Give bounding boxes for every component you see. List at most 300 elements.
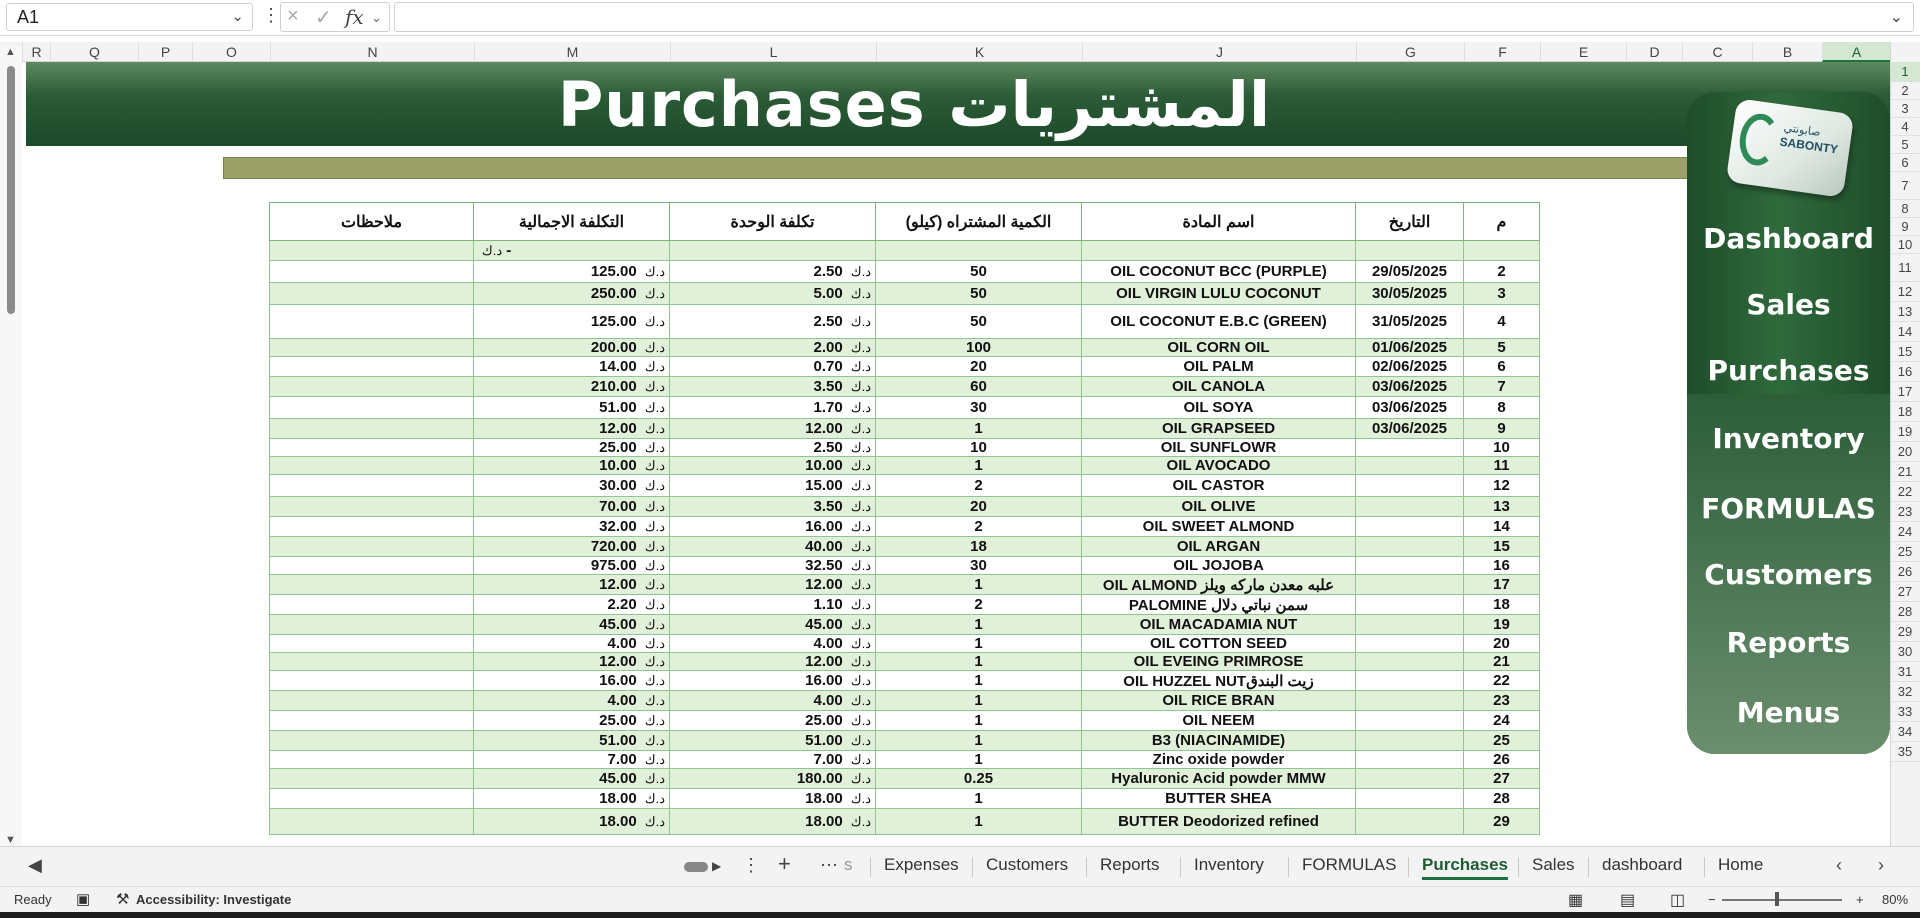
menu-purchases[interactable]: Purchases bbox=[1707, 354, 1870, 387]
qty-cell[interactable]: 2 bbox=[876, 517, 1082, 537]
notes-cell[interactable] bbox=[270, 475, 474, 497]
row-header[interactable]: 18 bbox=[1890, 402, 1920, 422]
menu-reports[interactable]: Reports bbox=[1726, 626, 1851, 659]
total-cell[interactable] bbox=[474, 711, 670, 731]
total-cell[interactable] bbox=[474, 517, 670, 537]
date-cell[interactable] bbox=[1356, 769, 1464, 789]
notes-cell[interactable] bbox=[270, 615, 474, 635]
qty-cell[interactable]: 20 bbox=[876, 497, 1082, 517]
row-header[interactable]: 31 bbox=[1890, 662, 1920, 682]
total-cell[interactable] bbox=[474, 261, 670, 283]
chevron-down-icon[interactable]: ⌄ bbox=[231, 8, 244, 25]
notes-cell[interactable] bbox=[270, 769, 474, 789]
row-header[interactable]: 4 bbox=[1890, 118, 1920, 136]
notes-cell[interactable] bbox=[270, 635, 474, 653]
notes-cell[interactable] bbox=[270, 439, 474, 457]
more-sheets-icon[interactable]: ⋮ bbox=[742, 855, 760, 875]
qty-cell[interactable]: 60 bbox=[876, 377, 1082, 397]
total-cell[interactable] bbox=[474, 653, 670, 671]
row-header[interactable]: 26 bbox=[1890, 562, 1920, 582]
total-cell[interactable] bbox=[474, 305, 670, 339]
material-cell[interactable]: B3 (NIACINAMIDE) bbox=[1082, 731, 1356, 751]
date-cell[interactable] bbox=[1356, 671, 1464, 691]
date-cell[interactable] bbox=[1356, 575, 1464, 595]
zoom-level[interactable]: 80% bbox=[1882, 892, 1909, 907]
index-cell[interactable]: 14 bbox=[1464, 517, 1540, 537]
tab-home[interactable]: Home bbox=[1718, 855, 1764, 874]
notes-cell[interactable] bbox=[270, 457, 474, 475]
row-header[interactable]: 25 bbox=[1890, 542, 1920, 562]
row-header-active[interactable]: 1 bbox=[1890, 62, 1920, 82]
material-cell[interactable]: OIL OLIVE bbox=[1082, 497, 1356, 517]
date-cell[interactable] bbox=[1356, 789, 1464, 809]
unit-cell[interactable] bbox=[670, 457, 876, 475]
qty-cell[interactable]: 1 bbox=[876, 731, 1082, 751]
qty-cell[interactable]: 30 bbox=[876, 397, 1082, 419]
row-header[interactable]: 15 bbox=[1890, 342, 1920, 362]
notes-cell[interactable] bbox=[270, 691, 474, 711]
column-header[interactable]: O bbox=[192, 42, 270, 62]
material-cell[interactable]: OIL SOYA bbox=[1082, 397, 1356, 419]
column-header-active[interactable]: A bbox=[1822, 42, 1890, 62]
material-cell[interactable]: Zinc oxide powder bbox=[1082, 751, 1356, 769]
notes-cell[interactable] bbox=[270, 357, 474, 377]
chevron-down-icon[interactable]: ⌄ bbox=[371, 10, 382, 25]
tab-customers[interactable]: Customers bbox=[986, 855, 1069, 874]
notes-cell[interactable] bbox=[270, 557, 474, 575]
material-cell[interactable]: OIL ARGAN bbox=[1082, 537, 1356, 557]
unit-cell[interactable] bbox=[670, 751, 876, 769]
material-cell[interactable]: OIL VIRGIN LULU COCONUT bbox=[1082, 283, 1356, 305]
index-cell[interactable]: 6 bbox=[1464, 357, 1540, 377]
notes-cell[interactable] bbox=[270, 671, 474, 691]
scroll-right-small-icon[interactable]: ▶ bbox=[712, 859, 722, 873]
row-header[interactable]: 14 bbox=[1890, 322, 1920, 342]
column-header[interactable]: D bbox=[1626, 42, 1682, 62]
row-header[interactable]: 34 bbox=[1890, 722, 1920, 742]
row-header[interactable]: 12 bbox=[1890, 282, 1920, 302]
unit-cell[interactable] bbox=[670, 711, 876, 731]
zoom-out-icon[interactable]: − bbox=[1708, 892, 1716, 907]
qty-cell[interactable]: 10 bbox=[876, 439, 1082, 457]
notes-cell[interactable] bbox=[270, 751, 474, 769]
notes-cell[interactable] bbox=[270, 397, 474, 419]
material-cell[interactable] bbox=[1082, 241, 1356, 261]
menu-sales[interactable]: Sales bbox=[1746, 288, 1831, 321]
unit-cell[interactable] bbox=[670, 419, 876, 439]
row-header[interactable]: 6 bbox=[1890, 154, 1920, 172]
material-cell[interactable]: OIL ALMOND علبه معدن ماركه ويلز bbox=[1082, 575, 1356, 595]
notes-cell[interactable] bbox=[270, 377, 474, 397]
material-cell[interactable]: OIL CASTOR bbox=[1082, 475, 1356, 497]
qty-cell[interactable]: 1 bbox=[876, 809, 1082, 835]
column-header[interactable]: R bbox=[22, 42, 50, 62]
row-header[interactable]: 17 bbox=[1890, 382, 1920, 402]
total-cell[interactable] bbox=[474, 751, 670, 769]
unit-cell[interactable] bbox=[670, 497, 876, 517]
material-cell[interactable]: Hyaluronic Acid powder MMW bbox=[1082, 769, 1356, 789]
total-cell[interactable] bbox=[474, 357, 670, 377]
sheet-list-icon[interactable]: ⋯ bbox=[820, 855, 838, 875]
tab-dashboard[interactable]: dashboard bbox=[1602, 855, 1683, 874]
date-cell[interactable] bbox=[1356, 439, 1464, 457]
date-cell[interactable] bbox=[1356, 475, 1464, 497]
row-header[interactable]: 7 bbox=[1890, 172, 1920, 200]
column-header[interactable]: L bbox=[670, 42, 876, 62]
total-cell[interactable] bbox=[474, 537, 670, 557]
qty-cell[interactable]: 100 bbox=[876, 339, 1082, 357]
notes-cell[interactable] bbox=[270, 595, 474, 615]
row-header[interactable]: 27 bbox=[1890, 582, 1920, 602]
macro-recording-icon[interactable]: ▣ bbox=[76, 891, 91, 908]
total-cell[interactable] bbox=[474, 731, 670, 751]
qty-cell[interactable]: 1 bbox=[876, 635, 1082, 653]
date-cell[interactable] bbox=[1356, 517, 1464, 537]
total-cell[interactable] bbox=[474, 439, 670, 457]
date-cell[interactable] bbox=[1356, 595, 1464, 615]
notes-cell[interactable] bbox=[270, 517, 474, 537]
notes-cell[interactable] bbox=[270, 497, 474, 517]
column-header[interactable]: K bbox=[876, 42, 1082, 62]
row-header[interactable]: 33 bbox=[1890, 702, 1920, 722]
index-cell[interactable]: 4 bbox=[1464, 305, 1540, 339]
material-cell[interactable]: OIL NEEM bbox=[1082, 711, 1356, 731]
date-cell[interactable]: 03/06/2025 bbox=[1356, 419, 1464, 439]
index-cell[interactable]: 2 bbox=[1464, 261, 1540, 283]
more-options-icon[interactable]: ⋮ bbox=[262, 5, 280, 25]
unit-cell[interactable] bbox=[670, 557, 876, 575]
material-cell[interactable]: OIL HUZZEL NUTزيت البندق bbox=[1082, 671, 1356, 691]
menu-menus[interactable]: Menus bbox=[1736, 696, 1841, 729]
unit-cell[interactable] bbox=[670, 809, 876, 835]
material-cell[interactable]: OIL EVEING PRIMROSE bbox=[1082, 653, 1356, 671]
index-cell[interactable]: 24 bbox=[1464, 711, 1540, 731]
row-header[interactable]: 35 bbox=[1890, 742, 1920, 762]
row-header[interactable]: 13 bbox=[1890, 302, 1920, 322]
unit-cell[interactable] bbox=[670, 769, 876, 789]
unit-cell[interactable] bbox=[670, 691, 876, 711]
qty-cell[interactable]: 1 bbox=[876, 457, 1082, 475]
material-cell[interactable]: PALOMINE سمن نباتي دلال bbox=[1082, 595, 1356, 615]
index-cell[interactable]: 16 bbox=[1464, 557, 1540, 575]
index-cell[interactable]: 11 bbox=[1464, 457, 1540, 475]
menu-dashboard[interactable]: Dashboard bbox=[1703, 222, 1874, 255]
tab-reports[interactable]: Reports bbox=[1100, 855, 1160, 874]
column-header[interactable]: N bbox=[270, 42, 474, 62]
zoom-in-icon[interactable]: + bbox=[1856, 892, 1864, 907]
row-header[interactable]: 9 bbox=[1890, 218, 1920, 236]
unit-cell[interactable] bbox=[670, 439, 876, 457]
index-cell[interactable]: 26 bbox=[1464, 751, 1540, 769]
tab-sales[interactable]: Sales bbox=[1532, 855, 1575, 874]
total-cell[interactable] bbox=[474, 377, 670, 397]
notes-cell[interactable] bbox=[270, 731, 474, 751]
notes-cell[interactable] bbox=[270, 241, 474, 261]
row-header[interactable]: 22 bbox=[1890, 482, 1920, 502]
unit-cell[interactable] bbox=[670, 397, 876, 419]
qty-cell[interactable]: 2 bbox=[876, 475, 1082, 497]
date-cell[interactable] bbox=[1356, 241, 1464, 261]
date-cell[interactable] bbox=[1356, 557, 1464, 575]
tab-fragment[interactable]: s bbox=[844, 855, 853, 874]
material-cell[interactable]: OIL CANOLA bbox=[1082, 377, 1356, 397]
total-cell[interactable] bbox=[474, 615, 670, 635]
unit-cell[interactable] bbox=[670, 241, 876, 261]
unit-cell[interactable] bbox=[670, 517, 876, 537]
index-cell[interactable]: 10 bbox=[1464, 439, 1540, 457]
unit-cell[interactable] bbox=[670, 537, 876, 557]
total-cell[interactable] bbox=[474, 419, 670, 439]
accessibility-status[interactable]: Accessibility: Investigate bbox=[136, 892, 292, 907]
row-header[interactable]: 21 bbox=[1890, 462, 1920, 482]
row-header[interactable]: 16 bbox=[1890, 362, 1920, 382]
notes-cell[interactable] bbox=[270, 261, 474, 283]
add-sheet-icon[interactable]: + bbox=[778, 851, 791, 876]
row-header[interactable]: 28 bbox=[1890, 602, 1920, 622]
date-cell[interactable] bbox=[1356, 635, 1464, 653]
qty-cell[interactable]: 0.25 bbox=[876, 769, 1082, 789]
row-header[interactable]: 2 bbox=[1890, 82, 1920, 100]
menu-inventory[interactable]: Inventory bbox=[1712, 422, 1865, 455]
menu-customers[interactable]: Customers bbox=[1704, 558, 1873, 591]
unit-cell[interactable] bbox=[670, 653, 876, 671]
qty-cell[interactable]: 1 bbox=[876, 653, 1082, 671]
date-cell[interactable]: 03/06/2025 bbox=[1356, 377, 1464, 397]
qty-cell[interactable]: 1 bbox=[876, 575, 1082, 595]
index-cell[interactable]: 8 bbox=[1464, 397, 1540, 419]
material-cell[interactable]: OIL COTTON SEED bbox=[1082, 635, 1356, 653]
material-cell[interactable]: OIL COCONUT BCC (PURPLE) bbox=[1082, 261, 1356, 283]
column-header[interactable]: E bbox=[1540, 42, 1626, 62]
row-header[interactable]: 29 bbox=[1890, 622, 1920, 642]
qty-cell[interactable]: 1 bbox=[876, 615, 1082, 635]
column-header[interactable]: F bbox=[1464, 42, 1540, 62]
index-cell[interactable]: 21 bbox=[1464, 653, 1540, 671]
scroll-down-icon[interactable]: ▼ bbox=[5, 834, 16, 846]
row-header[interactable]: 24 bbox=[1890, 522, 1920, 542]
total-cell[interactable] bbox=[474, 671, 670, 691]
index-cell[interactable]: 13 bbox=[1464, 497, 1540, 517]
row-header[interactable]: 30 bbox=[1890, 642, 1920, 662]
column-header[interactable]: M bbox=[474, 42, 670, 62]
zoom-slider-knob[interactable] bbox=[1775, 892, 1779, 906]
row-header[interactable]: 20 bbox=[1890, 442, 1920, 462]
next-sheet-icon[interactable]: › bbox=[1878, 855, 1884, 875]
index-cell[interactable]: 7 bbox=[1464, 377, 1540, 397]
date-cell[interactable] bbox=[1356, 497, 1464, 517]
index-cell[interactable]: 3 bbox=[1464, 283, 1540, 305]
material-cell[interactable]: OIL RICE BRAN bbox=[1082, 691, 1356, 711]
formula-input[interactable] bbox=[394, 2, 1914, 32]
qty-cell[interactable]: 50 bbox=[876, 305, 1082, 339]
unit-cell[interactable] bbox=[670, 789, 876, 809]
material-cell[interactable]: BUTTER SHEA bbox=[1082, 789, 1356, 809]
total-cell[interactable] bbox=[474, 691, 670, 711]
unit-cell[interactable] bbox=[670, 575, 876, 595]
row-header[interactable]: 10 bbox=[1890, 236, 1920, 254]
total-cell[interactable] bbox=[474, 283, 670, 305]
notes-cell[interactable] bbox=[270, 537, 474, 557]
date-cell[interactable] bbox=[1356, 809, 1464, 835]
qty-cell[interactable]: 30 bbox=[876, 557, 1082, 575]
notes-cell[interactable] bbox=[270, 305, 474, 339]
tab-formulas[interactable]: FORMULAS bbox=[1302, 855, 1397, 874]
notes-cell[interactable] bbox=[270, 283, 474, 305]
index-cell[interactable]: 22 bbox=[1464, 671, 1540, 691]
confirm-icon[interactable]: ✓ bbox=[315, 7, 332, 29]
material-cell[interactable]: OIL MACADAMIA NUT bbox=[1082, 615, 1356, 635]
material-cell[interactable]: OIL PALM bbox=[1082, 357, 1356, 377]
column-header[interactable]: P bbox=[138, 42, 192, 62]
qty-cell[interactable]: 1 bbox=[876, 419, 1082, 439]
qty-cell[interactable] bbox=[876, 241, 1082, 261]
unit-cell[interactable] bbox=[670, 339, 876, 357]
row-header[interactable]: 3 bbox=[1890, 100, 1920, 118]
tab-inventory[interactable]: Inventory bbox=[1194, 855, 1264, 874]
column-header[interactable]: C bbox=[1682, 42, 1752, 62]
date-cell[interactable] bbox=[1356, 711, 1464, 731]
accessibility-icon[interactable]: ⚒ bbox=[116, 891, 130, 908]
index-cell[interactable]: 5 bbox=[1464, 339, 1540, 357]
total-cell[interactable] bbox=[474, 397, 670, 419]
date-cell[interactable] bbox=[1356, 691, 1464, 711]
index-cell[interactable]: 17 bbox=[1464, 575, 1540, 595]
unit-cell[interactable] bbox=[670, 731, 876, 751]
total-cell[interactable] bbox=[474, 339, 670, 357]
index-cell[interactable] bbox=[1464, 241, 1540, 261]
material-cell[interactable]: OIL SWEET ALMOND bbox=[1082, 517, 1356, 537]
qty-cell[interactable]: 2 bbox=[876, 595, 1082, 615]
notes-cell[interactable] bbox=[270, 711, 474, 731]
row-header[interactable]: 32 bbox=[1890, 682, 1920, 702]
index-cell[interactable]: 19 bbox=[1464, 615, 1540, 635]
qty-cell[interactable]: 1 bbox=[876, 671, 1082, 691]
material-cell[interactable]: OIL COCONUT E.B.C (GREEN) bbox=[1082, 305, 1356, 339]
date-cell[interactable]: 31/05/2025 bbox=[1356, 305, 1464, 339]
material-cell[interactable]: OIL AVOCADO bbox=[1082, 457, 1356, 475]
date-cell[interactable]: 02/06/2025 bbox=[1356, 357, 1464, 377]
qty-cell[interactable]: 18 bbox=[876, 537, 1082, 557]
index-cell[interactable]: 29 bbox=[1464, 809, 1540, 835]
total-cell[interactable] bbox=[474, 557, 670, 575]
row-header[interactable]: 11 bbox=[1890, 254, 1920, 282]
date-cell[interactable]: 01/06/2025 bbox=[1356, 339, 1464, 357]
qty-cell[interactable]: 50 bbox=[876, 261, 1082, 283]
column-header[interactable]: Q bbox=[50, 42, 138, 62]
page-layout-icon[interactable]: ▤ bbox=[1620, 892, 1636, 909]
menu-formulas[interactable]: FORMULAS bbox=[1701, 492, 1876, 525]
row-header[interactable]: 19 bbox=[1890, 422, 1920, 442]
material-cell[interactable]: BUTTER Deodorized refined bbox=[1082, 809, 1356, 835]
notes-cell[interactable] bbox=[270, 575, 474, 595]
unit-cell[interactable] bbox=[670, 635, 876, 653]
scroll-thumb[interactable] bbox=[7, 66, 15, 314]
column-header[interactable]: G bbox=[1356, 42, 1464, 62]
date-cell[interactable] bbox=[1356, 457, 1464, 475]
date-cell[interactable]: 30/05/2025 bbox=[1356, 283, 1464, 305]
page-break-preview-icon[interactable]: ◫ bbox=[1670, 892, 1686, 909]
vertical-scrollbar[interactable] bbox=[0, 46, 22, 846]
date-cell[interactable] bbox=[1356, 615, 1464, 635]
index-cell[interactable]: 23 bbox=[1464, 691, 1540, 711]
date-cell[interactable]: 03/06/2025 bbox=[1356, 397, 1464, 419]
unit-cell[interactable] bbox=[670, 357, 876, 377]
notes-cell[interactable] bbox=[270, 789, 474, 809]
unit-cell[interactable] bbox=[670, 283, 876, 305]
qty-cell[interactable]: 20 bbox=[876, 357, 1082, 377]
qty-cell[interactable]: 1 bbox=[876, 751, 1082, 769]
total-cell[interactable] bbox=[474, 457, 670, 475]
qty-cell[interactable]: 1 bbox=[876, 691, 1082, 711]
material-cell[interactable]: OIL GRAPSEED bbox=[1082, 419, 1356, 439]
material-cell[interactable]: OIL CORN OIL bbox=[1082, 339, 1356, 357]
unit-cell[interactable] bbox=[670, 595, 876, 615]
insert-function-icon[interactable]: fx bbox=[345, 5, 364, 29]
date-cell[interactable] bbox=[1356, 653, 1464, 671]
index-cell[interactable]: 9 bbox=[1464, 419, 1540, 439]
total-cell[interactable] bbox=[474, 575, 670, 595]
index-cell[interactable]: 18 bbox=[1464, 595, 1540, 615]
notes-cell[interactable] bbox=[270, 339, 474, 357]
notes-cell[interactable] bbox=[270, 809, 474, 835]
index-cell[interactable]: 27 bbox=[1464, 769, 1540, 789]
total-cell[interactable] bbox=[474, 789, 670, 809]
zoom-slider[interactable] bbox=[1722, 899, 1842, 901]
unit-cell[interactable] bbox=[670, 615, 876, 635]
tab-expenses[interactable]: Expenses bbox=[884, 855, 959, 874]
select-all-corner[interactable] bbox=[1890, 42, 1920, 62]
unit-cell[interactable] bbox=[670, 305, 876, 339]
qty-cell[interactable]: 1 bbox=[876, 711, 1082, 731]
index-cell[interactable]: 20 bbox=[1464, 635, 1540, 653]
unit-cell[interactable] bbox=[670, 377, 876, 397]
tab-purchases[interactable]: Purchases bbox=[1422, 855, 1508, 880]
total-cell[interactable] bbox=[474, 497, 670, 517]
row-header[interactable]: 5 bbox=[1890, 136, 1920, 154]
total-cell[interactable] bbox=[474, 769, 670, 789]
date-cell[interactable]: 29/05/2025 bbox=[1356, 261, 1464, 283]
unit-cell[interactable] bbox=[670, 475, 876, 497]
notes-cell[interactable] bbox=[270, 419, 474, 439]
qty-cell[interactable]: 50 bbox=[876, 283, 1082, 305]
total-cell[interactable] bbox=[474, 809, 670, 835]
unit-cell[interactable] bbox=[670, 261, 876, 283]
horizontal-scroll-thumb[interactable] bbox=[684, 862, 708, 872]
date-cell[interactable] bbox=[1356, 537, 1464, 557]
column-header[interactable]: B bbox=[1752, 42, 1822, 62]
normal-view-icon[interactable]: ▦ bbox=[1568, 892, 1584, 909]
material-cell[interactable]: OIL SUNFLOWR bbox=[1082, 439, 1356, 457]
worksheet-area[interactable] bbox=[26, 62, 1890, 846]
scroll-left-icon[interactable]: ◀ bbox=[28, 855, 42, 875]
qty-cell[interactable]: 1 bbox=[876, 789, 1082, 809]
total-cell[interactable] bbox=[474, 475, 670, 497]
expand-formula-bar-icon[interactable]: ⌄ bbox=[1889, 9, 1903, 26]
material-cell[interactable]: OIL JOJOBA bbox=[1082, 557, 1356, 575]
total-cell[interactable] bbox=[474, 241, 670, 261]
row-header[interactable]: 8 bbox=[1890, 200, 1920, 218]
index-cell[interactable]: 15 bbox=[1464, 537, 1540, 557]
index-cell[interactable]: 28 bbox=[1464, 789, 1540, 809]
date-cell[interactable] bbox=[1356, 731, 1464, 751]
total-cell[interactable] bbox=[474, 635, 670, 653]
index-cell[interactable]: 12 bbox=[1464, 475, 1540, 497]
index-cell[interactable]: 25 bbox=[1464, 731, 1540, 751]
unit-cell[interactable] bbox=[670, 671, 876, 691]
column-header[interactable]: J bbox=[1082, 42, 1356, 62]
cancel-icon[interactable]: × bbox=[287, 5, 299, 27]
row-header[interactable]: 23 bbox=[1890, 502, 1920, 522]
